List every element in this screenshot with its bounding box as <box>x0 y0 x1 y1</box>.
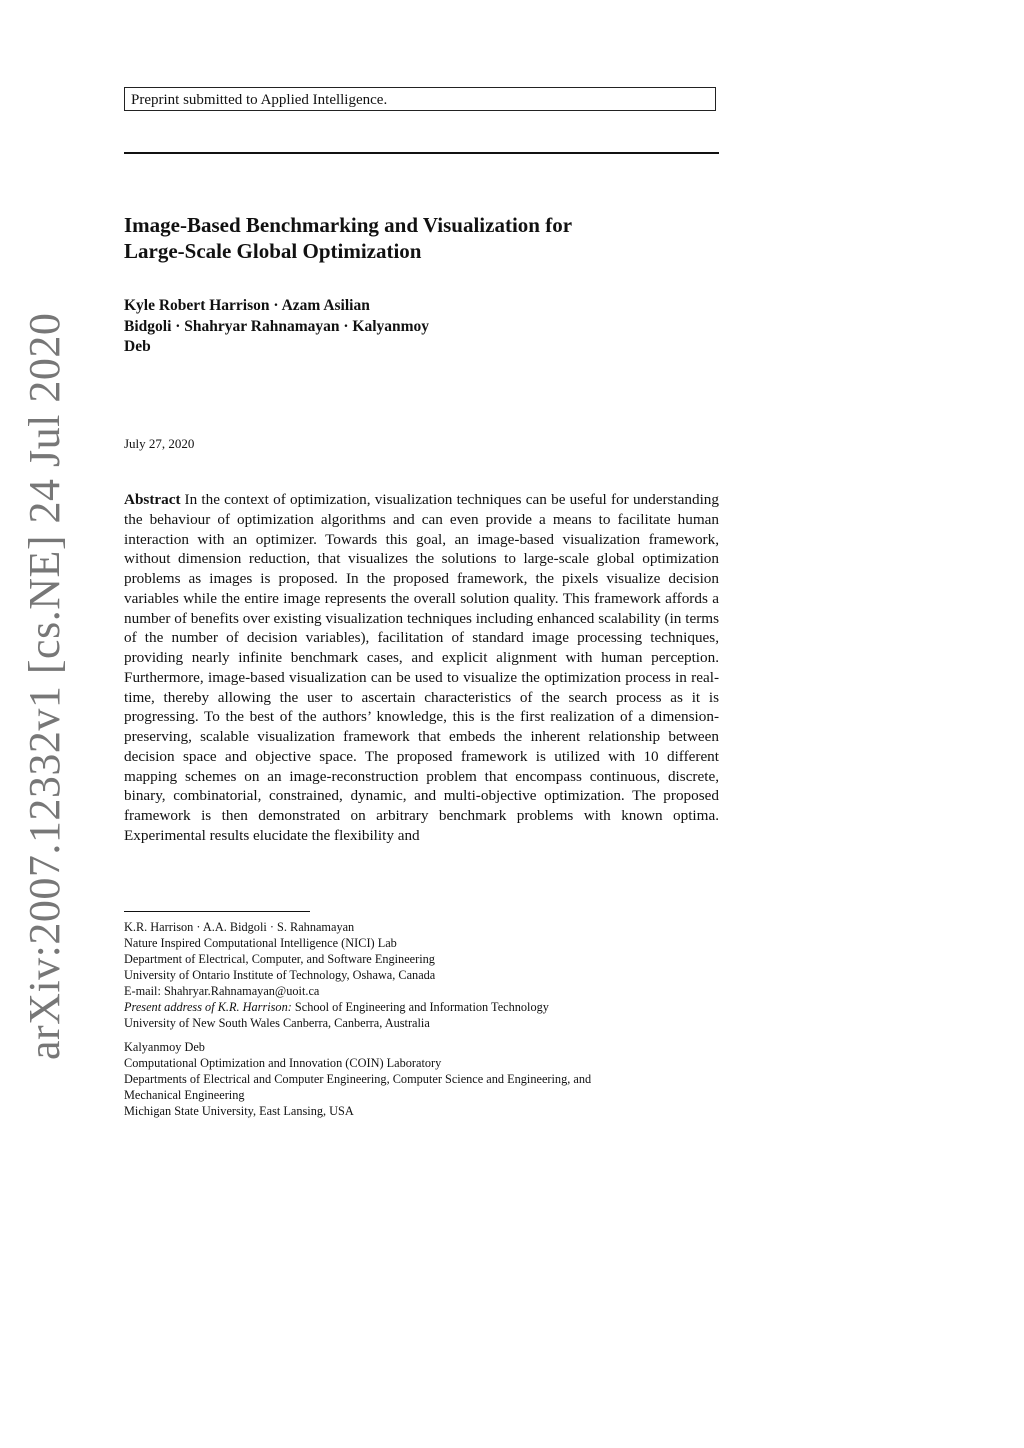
header-rule <box>124 152 719 154</box>
abstract-label: Abstract <box>124 491 181 508</box>
abstract <box>124 490 719 846</box>
affiliation-lab: Nature Inspired Computational Intelligence (NICI) Lab <box>124 936 397 950</box>
present-address-text: School of Engineering and Information Technology <box>294 1000 549 1014</box>
author-line: Deb <box>124 338 151 355</box>
arxiv-identifier[interactable]: arXiv:2007.12332v1 [cs.NE] 24 Jul 2020 <box>20 312 69 1060</box>
affiliation-lab: Computational Optimization and Innovation (COIN) Laboratory <box>124 1056 442 1070</box>
publication-date: July 27, 2020 <box>124 436 195 451</box>
preprint-notice: Preprint submitted to Applied Intelligence. <box>124 87 716 111</box>
affiliation-names: K.R. Harrison · A.A. Bidgoli · S. Rahnamayan <box>124 920 355 934</box>
affiliation-department: Department of Electrical, Computer, and Software Engineering <box>124 952 435 966</box>
affiliation-departments-cont: Mechanical Engineering <box>124 1088 245 1102</box>
affiliation-name: Kalyanmoy Deb <box>124 1040 205 1054</box>
abstract-text: In the context of optimization, visualization techniques can be useful for understanding the behaviour of optimization algorithms and can even provide a means to facilitate human interaction with an optimizer. Towards this goal, an image-based visualization framework, without dimension reduction, that visualizes the solutions to large-scale global optimization problems as images is proposed. In the proposed framework, the pixels visualize decision variables while the entire image represents the overall solution quality. This framework affords a number of benefits over existing visualization techniques including enhanced scalability (in terms of the number of decision variables), facilitation of standard image processing techniques, providing nearly infinite benchmark cases, and explicit alignment with human perception. Furthermore, image-based visualization can be used to visualize the optimization process in real-time, thereby allowing the user to ascertain characteristics of the search process as it is progressing. To the best of the authors’ knowledge, this is the first realization of a dimension-preserving, scalable visualization framework that embeds the inherent relationship between decision space and objective space. The proposed framework is utilized with 10 different mapping schemes on an image-reconstruction problem that encompass continuous, discrete, binary, combinatorial, constrained, dynamic, and multi-objective optimization. The proposed framework is then demonstrated on arbitrary benchmark problems with known optima. Experimental results elucidate the flexibility and <box>124 491 719 844</box>
author-line: Bidgoli · Shahryar Rahnamayan · Kalyanmoy <box>124 317 430 335</box>
affiliation-block-1 <box>124 919 724 1031</box>
affiliation-university: University of Ontario Institute of Technology, Oshawa, Canada <box>124 968 436 982</box>
affiliation-present-address <box>124 999 724 1015</box>
title-line: Image-Based Benchmarking and Visualization for <box>124 213 573 237</box>
affiliation-block-2 <box>124 1039 724 1119</box>
footnote-rule <box>124 911 310 912</box>
paper-title <box>124 212 719 264</box>
title-line: Large-Scale Global Optimization <box>124 239 422 263</box>
affiliation-email[interactable]: E-mail: Shahryar.Rahnamayan@uoit.ca <box>124 984 320 998</box>
author-list <box>124 296 544 358</box>
author-line: Kyle Robert Harrison · Azam Asilian <box>124 297 370 314</box>
affiliation-departments: Departments of Electrical and Computer Engineering, Computer Science and Engineering, and <box>124 1072 592 1086</box>
present-address-label: Present address of K.R. Harrison: <box>124 1000 292 1014</box>
affiliation-present-university: University of New South Wales Canberra, Canberra, Australia <box>124 1016 430 1030</box>
affiliation-university: Michigan State University, East Lansing, USA <box>124 1104 354 1118</box>
